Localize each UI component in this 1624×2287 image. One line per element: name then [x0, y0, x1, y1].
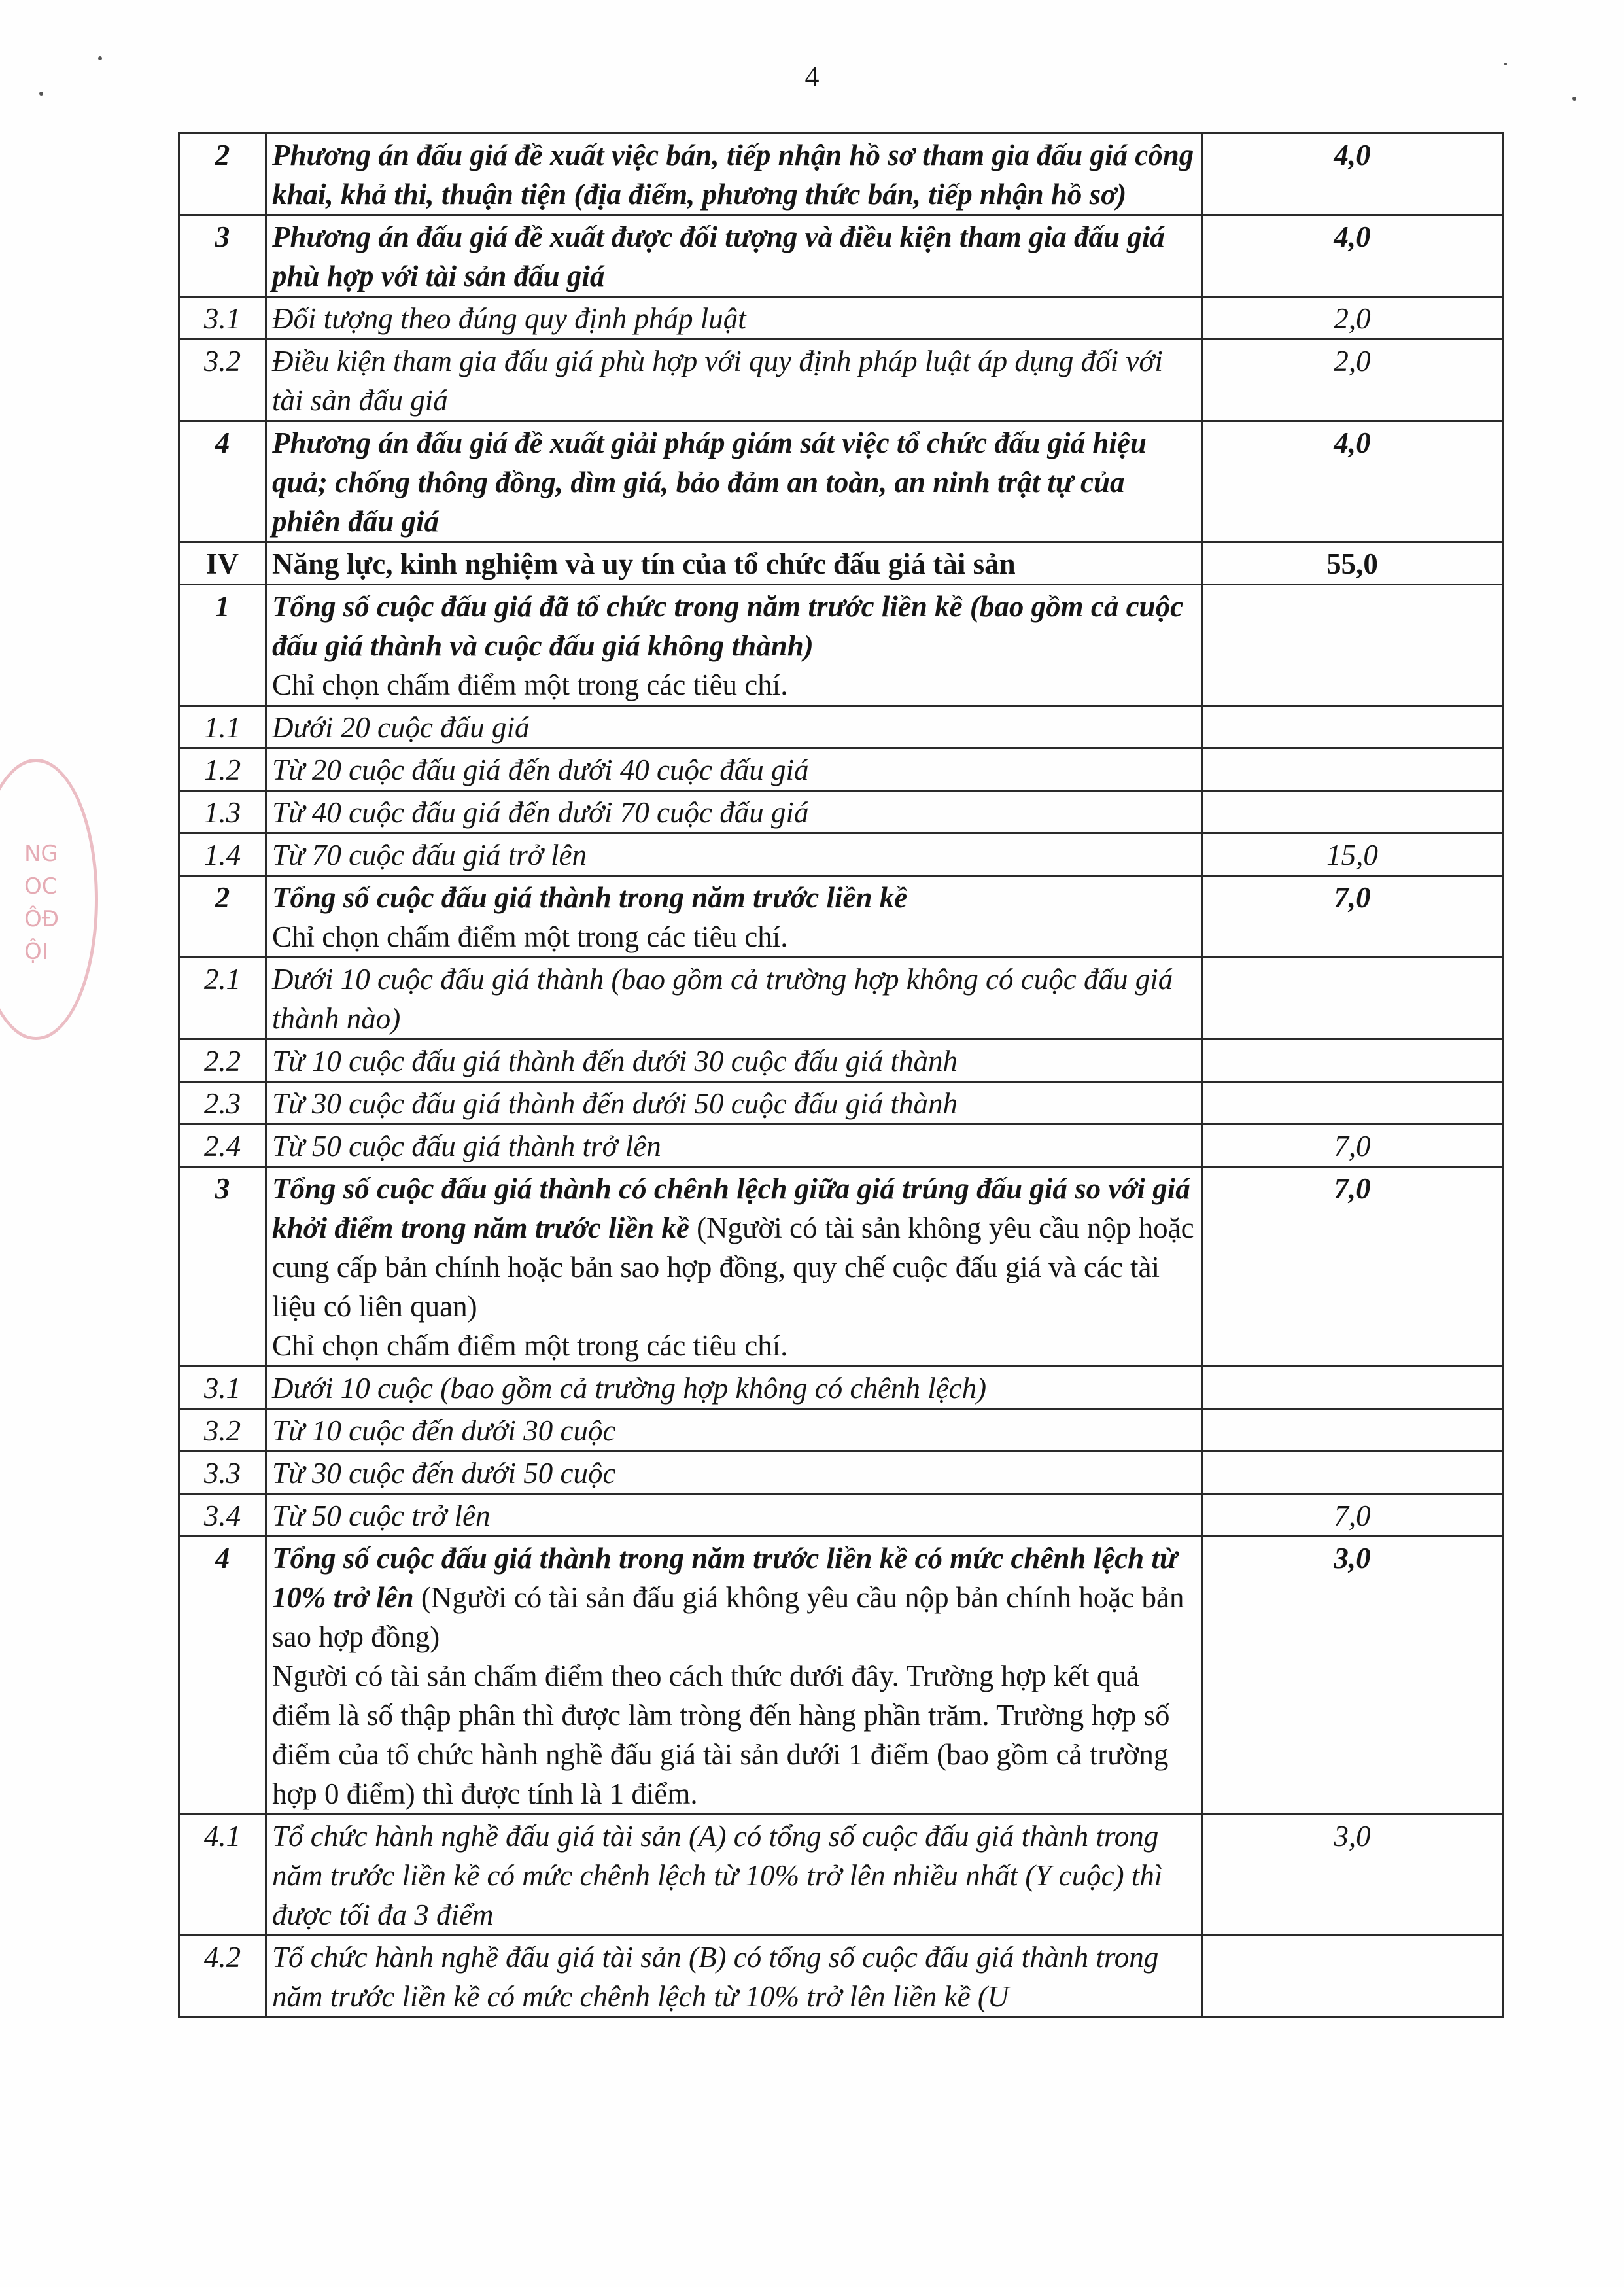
- max-score: 7,0: [1202, 876, 1503, 958]
- table-row: [179, 791, 1503, 833]
- criterion-title: Từ 70 cuộc đấu giá trở lên: [272, 839, 587, 871]
- criterion-title: Phương án đấu giá đề xuất việc bán, tiếp nhận hồ sơ tham gia đấu giá công khai, khả thi, thuận tiện (địa điểm, phương thức bán, tiếp nhận hồ sơ): [272, 139, 1194, 211]
- criterion-cell: [266, 1936, 1202, 2017]
- table-row: [179, 958, 1503, 1039]
- table-row: [179, 215, 1503, 297]
- row-number: 3: [179, 1167, 266, 1367]
- table-row: [179, 1409, 1503, 1452]
- criteria-table: [178, 132, 1504, 2018]
- criterion-cell: [266, 340, 1202, 421]
- criterion-cell: [266, 1125, 1202, 1167]
- criterion-title: Tổ chức hành nghề đấu giá tài sản (A) có tổng số cuộc đấu giá thành trong năm trước liền kề có mức chênh lệch từ 10% trở lên nhiều nhất (Y cuộc) thì được tối đa 3 điểm: [272, 1820, 1163, 1931]
- table-row: [179, 1367, 1503, 1409]
- criterion-cell: [266, 1409, 1202, 1452]
- table-row: [179, 1452, 1503, 1494]
- max-score: 2,0: [1202, 297, 1503, 340]
- criterion-cell: [266, 1815, 1202, 1936]
- row-number: 1.1: [179, 706, 266, 748]
- criterion-cell: [266, 1494, 1202, 1537]
- table-row: [179, 421, 1503, 542]
- criterion-title: Từ 40 cuộc đấu giá đến dưới 70 cuộc đấu giá: [272, 796, 809, 829]
- row-number: 2: [179, 876, 266, 958]
- max-score: [1202, 1039, 1503, 1082]
- page-number: 4: [804, 60, 820, 92]
- max-score: [1202, 1936, 1503, 2017]
- criterion-cell: [266, 706, 1202, 748]
- row-number: 2.3: [179, 1082, 266, 1125]
- criterion-cell: [266, 1082, 1202, 1125]
- criterion-title: Dưới 10 cuộc đấu giá thành (bao gồm cả trường hợp không có cuộc đấu giá thành nào): [272, 963, 1173, 1035]
- row-number: 4.2: [179, 1936, 266, 2017]
- max-score: [1202, 1367, 1503, 1409]
- criterion-title: Đối tượng theo đúng quy định pháp luật: [272, 302, 746, 335]
- criterion-note: Chỉ chọn chấm điểm một trong các tiêu chí.: [272, 920, 788, 953]
- red-stamp-partial: NG OC ÔĐ ỘI: [0, 759, 98, 1040]
- max-score: [1202, 958, 1503, 1039]
- table-row: [179, 833, 1503, 876]
- criterion-note: Chỉ chọn chấm điểm một trong các tiêu chí.: [272, 1329, 788, 1362]
- criterion-remark: (Người có tài sản không yêu cầu nộp hoặc cung cấp bản chính hoặc bản sao hợp đồng, quy chế cuộc đấu giá và các tài liệu có liên quan): [272, 1212, 1194, 1323]
- table-row: [179, 133, 1503, 215]
- max-score: [1202, 1452, 1503, 1494]
- criterion-cell: [266, 215, 1202, 297]
- criterion-cell: [266, 542, 1202, 585]
- max-score: 4,0: [1202, 215, 1503, 297]
- row-number: 4.1: [179, 1815, 266, 1936]
- table-row: [179, 1815, 1503, 1936]
- criterion-title: Từ 30 cuộc đến dưới 50 cuộc: [272, 1457, 616, 1490]
- row-number: 3.4: [179, 1494, 266, 1537]
- criterion-title: Năng lực, kinh nghiệm và uy tín của tổ chức đấu giá tài sản: [272, 548, 1016, 580]
- max-score: 2,0: [1202, 340, 1503, 421]
- max-score: 15,0: [1202, 833, 1503, 876]
- row-number: 3.2: [179, 1409, 266, 1452]
- max-score: [1202, 706, 1503, 748]
- criterion-cell: [266, 1167, 1202, 1367]
- criterion-cell: [266, 1537, 1202, 1815]
- table-row: [179, 1936, 1503, 2017]
- scan-speck: [1572, 97, 1576, 101]
- row-number: 1: [179, 585, 266, 706]
- criterion-cell: [266, 833, 1202, 876]
- table-row: [179, 876, 1503, 958]
- row-number: 2.1: [179, 958, 266, 1039]
- criterion-title: Tổ chức hành nghề đấu giá tài sản (B) có tổng số cuộc đấu giá thành trong năm trước liền kề có mức chênh lệch từ 10% trở lên liền kề (U: [272, 1941, 1159, 2013]
- table-row: [179, 1494, 1503, 1537]
- criterion-cell: [266, 1452, 1202, 1494]
- criterion-cell: [266, 421, 1202, 542]
- row-number: 1.3: [179, 791, 266, 833]
- max-score: 4,0: [1202, 421, 1503, 542]
- criterion-note: Người có tài sản chấm điểm theo cách thức dưới đây. Trường hợp kết quả điểm là số thập phân thì được làm tròng đến hàng phần trăm. Trường hợp số điểm của tổ chức hành nghề đấu giá tài sản dưới 1 điểm (bao gồm cả trường hợp 0 điểm) thì được tính là 1 điểm.: [272, 1660, 1170, 1810]
- table-row: [179, 585, 1503, 706]
- table-row: [179, 340, 1503, 421]
- max-score: 3,0: [1202, 1815, 1503, 1936]
- criterion-title: Dưới 20 cuộc đấu giá: [272, 711, 530, 744]
- max-score: 3,0: [1202, 1537, 1503, 1815]
- criterion-title: Tổng số cuộc đấu giá thành có chênh lệch giữa giá trúng đấu giá so với giá khởi điểm trong năm trước liền kề: [272, 1172, 1190, 1244]
- table-row: [179, 1167, 1503, 1367]
- criterion-cell: [266, 791, 1202, 833]
- max-score: 55,0: [1202, 542, 1503, 585]
- max-score: 7,0: [1202, 1167, 1503, 1367]
- row-number: 3.1: [179, 297, 266, 340]
- table-row: [179, 706, 1503, 748]
- max-score: [1202, 585, 1503, 706]
- max-score: 7,0: [1202, 1494, 1503, 1537]
- max-score: 4,0: [1202, 133, 1503, 215]
- criterion-title: Tổng số cuộc đấu giá thành trong năm trước liền kề: [272, 881, 908, 914]
- max-score: [1202, 791, 1503, 833]
- table-row: [179, 748, 1503, 791]
- max-score: [1202, 748, 1503, 791]
- row-number: 2.2: [179, 1039, 266, 1082]
- criterion-cell: [266, 1367, 1202, 1409]
- criterion-title: Từ 50 cuộc trở lên: [272, 1499, 491, 1532]
- criterion-title: Tổng số cuộc đấu giá đã tổ chức trong năm trước liền kề (bao gồm cả cuộc đấu giá thành và cuộc đấu giá không thành): [272, 590, 1184, 662]
- criterion-cell: [266, 748, 1202, 791]
- table-row: [179, 1039, 1503, 1082]
- scan-speck: [39, 92, 43, 96]
- row-number: 4: [179, 421, 266, 542]
- table-row: [179, 297, 1503, 340]
- criterion-remark: (Người có tài sản đấu giá không yêu cầu nộp bản chính hoặc bản sao hợp đồng): [272, 1581, 1184, 1653]
- criterion-cell: [266, 585, 1202, 706]
- row-number: 3.1: [179, 1367, 266, 1409]
- criterion-title: Điều kiện tham gia đấu giá phù hợp với quy định pháp luật áp dụng đối với tài sản đấu giá: [272, 345, 1163, 417]
- scan-speck: [98, 56, 102, 60]
- criterion-title: Từ 30 cuộc đấu giá thành đến dưới 50 cuộc đấu giá thành: [272, 1087, 958, 1120]
- max-score: [1202, 1409, 1503, 1452]
- criterion-cell: [266, 876, 1202, 958]
- row-number: 2.4: [179, 1125, 266, 1167]
- criterion-title: Từ 10 cuộc đấu giá thành đến dưới 30 cuộc đấu giá thành: [272, 1045, 958, 1077]
- scan-speck: [1504, 63, 1507, 65]
- criterion-title: Dưới 10 cuộc (bao gồm cả trường hợp không có chênh lệch): [272, 1372, 987, 1405]
- criterion-cell: [266, 1039, 1202, 1082]
- max-score: 7,0: [1202, 1125, 1503, 1167]
- row-number: 4: [179, 1537, 266, 1815]
- table-row: [179, 1125, 1503, 1167]
- row-number: 3.2: [179, 340, 266, 421]
- criterion-cell: [266, 133, 1202, 215]
- criterion-title: Phương án đấu giá đề xuất được đối tượng và điều kiện tham gia đấu giá phù hợp với tài sản đấu giá: [272, 220, 1165, 292]
- table-row: [179, 1537, 1503, 1815]
- criterion-title: Từ 50 cuộc đấu giá thành trở lên: [272, 1130, 661, 1162]
- row-number: 1.2: [179, 748, 266, 791]
- row-number: 3: [179, 215, 266, 297]
- criterion-title: Từ 10 cuộc đến dưới 30 cuộc: [272, 1414, 616, 1447]
- criterion-cell: [266, 958, 1202, 1039]
- criterion-title: Từ 20 cuộc đấu giá đến dưới 40 cuộc đấu giá: [272, 754, 809, 786]
- max-score: [1202, 1082, 1503, 1125]
- criterion-cell: [266, 297, 1202, 340]
- row-number: IV: [179, 542, 266, 585]
- row-number: 1.4: [179, 833, 266, 876]
- criterion-title: Phương án đấu giá đề xuất giải pháp giám sát việc tổ chức đấu giá hiệu quả; chống thông đồng, dìm giá, bảo đảm an toàn, an ninh trật tự của phiên đấu giá: [272, 427, 1147, 538]
- criterion-note: Chỉ chọn chấm điểm một trong các tiêu chí.: [272, 669, 788, 701]
- row-number: 2: [179, 133, 266, 215]
- criterion-title: Tổng số cuộc đấu giá thành trong năm trước liền kề có mức chênh lệch từ 10% trở lên: [272, 1542, 1177, 1614]
- table-row: [179, 1082, 1503, 1125]
- table-row: [179, 542, 1503, 585]
- row-number: 3.3: [179, 1452, 266, 1494]
